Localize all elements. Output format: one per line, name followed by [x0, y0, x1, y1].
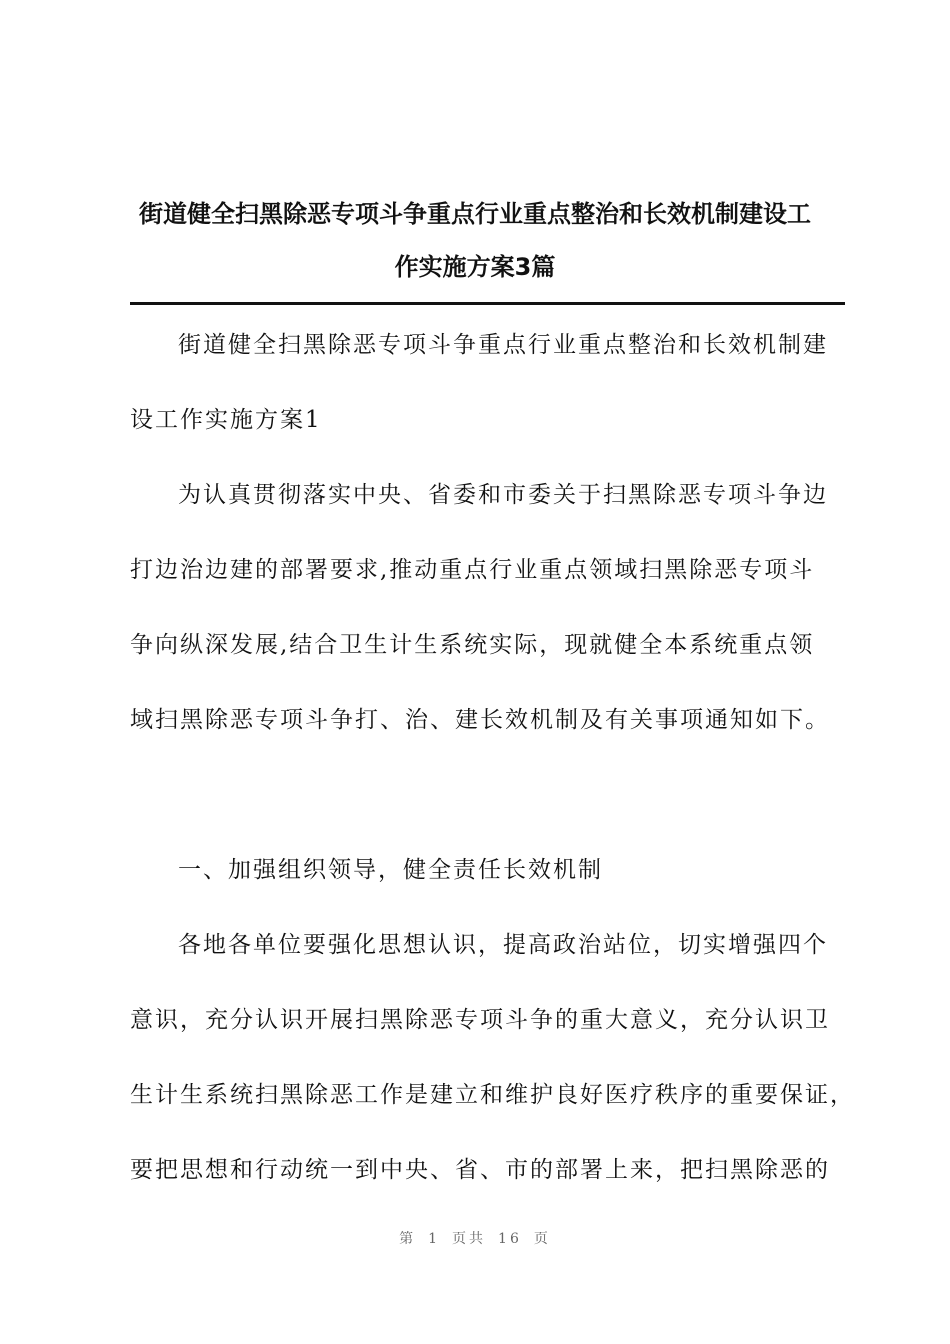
- body-line: 为认真贯彻落实中央、省委和市委关于扫黑除恶专项斗争边: [178, 482, 828, 508]
- document-title-line-1: 街道健全扫黑除恶专项斗争重点行业重点整治和长效机制建设工: [139, 200, 811, 228]
- body-line: 街道健全扫黑除恶专项斗争重点行业重点整治和长效机制建: [178, 332, 828, 358]
- footer-suffix: 页: [533, 1231, 551, 1247]
- body-line: 打边治边建的部署要求,推动重点行业重点领域扫黑除恶专项斗: [130, 557, 815, 583]
- body-line: 设工作实施方案1: [130, 407, 322, 433]
- page-footer: [0, 1230, 950, 1248]
- body-line: 域扫黑除恶专项斗争打、治、建长效机制及有关事项通知如下。: [130, 707, 830, 733]
- footer-mid: 页共: [452, 1231, 487, 1247]
- body-line: 各地各单位要强化思想认识，提高政治站位，切实增强四个: [178, 932, 828, 958]
- section-heading: 一、加强组织领导，健全责任长效机制: [178, 857, 603, 883]
- footer-prefix: 第: [399, 1231, 417, 1247]
- footer-page-number: 1: [428, 1231, 441, 1247]
- footer-total-pages: 16: [498, 1231, 522, 1247]
- document-title-line-2: 作实施方案3篇: [394, 253, 556, 281]
- body-line: 争向纵深发展,结合卫生计生系统实际，现就健全本系统重点领: [130, 632, 815, 658]
- body-line: 要把思想和行动统一到中央、省、市的部署上来，把扫黑除恶的: [130, 1157, 830, 1183]
- body-line: 生计生系统扫黑除恶工作是建立和维护良好医疗秩序的重要保证，: [130, 1082, 855, 1108]
- title-divider: [130, 302, 845, 305]
- body-line: 意识，充分认识开展扫黑除恶专项斗争的重大意义，充分认识卫: [130, 1007, 830, 1033]
